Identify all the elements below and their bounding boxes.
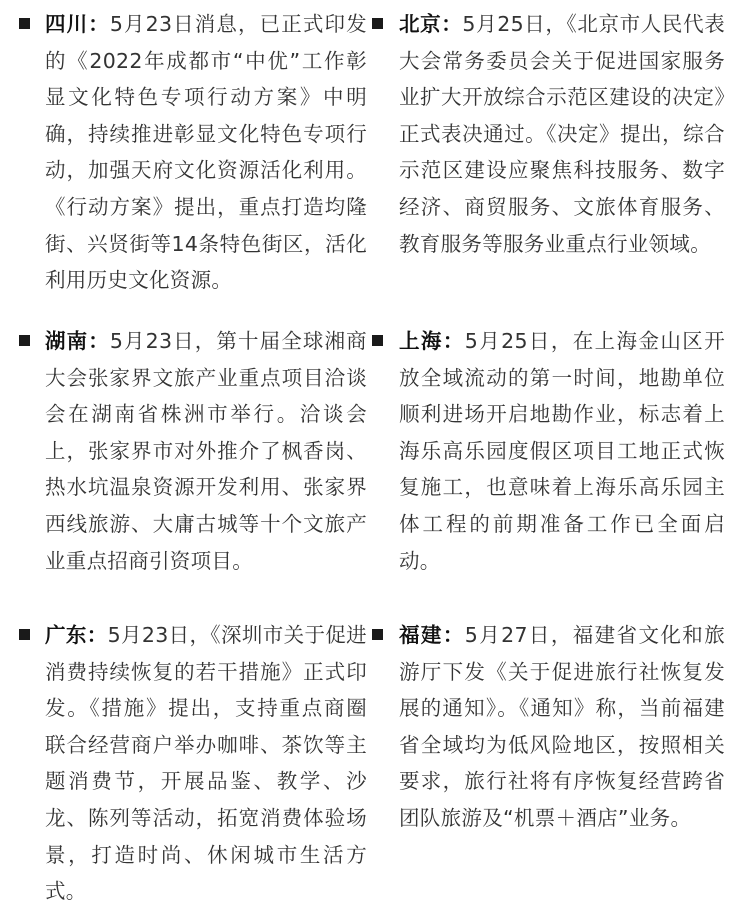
region-name: 福建 xyxy=(399,623,443,647)
region-separator: ： xyxy=(88,329,110,353)
region-name: 广东 xyxy=(45,623,87,647)
news-item-beijing xyxy=(369,6,725,262)
square-bullet-icon xyxy=(19,629,30,640)
news-body: 5月23日，第十届全球湘商大会张家界文旅产业重点项目洽谈会在湖南省株洲市举行。洽谈会上，张家界市对外推介了枫香岗、热水坑温泉资源开发利用、张家界西线旅游、大庸古城等十个文旅产业重点招商引资项目。 xyxy=(45,329,367,573)
square-bullet-icon xyxy=(19,18,30,29)
news-item-text xyxy=(369,323,725,579)
news-body: 5月23日消息，已正式印发的《2022年成都市“中优”工作彰显文化特色专项行动方案》中明确，持续推进彰显文化特色专项行动，加强天府文化资源活化利用。《行动方案》提出，重点打造均隆街、兴贤街等14条特色街区，活化利用历史文化资源。 xyxy=(45,12,367,293)
region-name: 北京 xyxy=(399,12,442,36)
news-item-guangdong xyxy=(15,617,367,910)
news-body: 5月23日，《深圳市关于促进消费持续恢复的若干措施》正式印发。《措施》提出，支持重点商圈联合经营商户举办咖啡、茶饮等主题消费节，开展品鉴、教学、沙龙、陈列等活动，拓宽消费体验场景，打造时尚、休闲城市生活方式。 xyxy=(45,623,367,904)
news-body: 5月27日，福建省文化和旅游厅下发《关于促进旅行社恢复发展的通知》。《通知》称，当前福建省全域均为低风险地区，按照相关要求，旅行社将有序恢复经营跨省团队旅游及“机票＋酒店”业务。 xyxy=(399,623,725,830)
news-item-hunan xyxy=(15,323,367,579)
region-name: 四川 xyxy=(45,12,89,36)
news-item-text xyxy=(369,617,725,837)
square-bullet-icon xyxy=(372,18,383,29)
region-name: 湖南 xyxy=(45,329,89,353)
region-separator: ： xyxy=(441,12,463,36)
square-bullet-icon xyxy=(372,629,383,640)
news-body: 5月25日，《北京市人民代表大会常务委员会关于促进国家服务业扩大开放综合示范区建设的决定》正式表决通过。《决定》提出，综合示范区建设应聚焦科技服务、数字经济、商贸服务、文旅体育服务、教育服务等服务业重点行业领域。 xyxy=(399,12,725,256)
news-item-text xyxy=(15,6,367,299)
region-separator: ： xyxy=(86,623,108,647)
square-bullet-icon xyxy=(372,335,383,346)
news-item-sichuan xyxy=(15,6,367,299)
square-bullet-icon xyxy=(19,335,30,346)
region-separator: ： xyxy=(442,329,465,353)
region-separator: ： xyxy=(88,12,110,36)
news-body: 5月25日，在上海金山区开放全域流动的第一时间，地勘单位顺利进场开启地勘作业，标志着上海乐高乐园度假区项目工地正式恢复施工，也意味着上海乐高乐园主体工程的前期准备工作已全面启动。 xyxy=(399,329,725,573)
news-item-text xyxy=(369,6,725,262)
news-item-fujian xyxy=(369,617,725,837)
news-item-text xyxy=(15,617,367,910)
region-separator: ： xyxy=(442,623,465,647)
region-name: 上海 xyxy=(399,329,443,353)
news-item-text xyxy=(15,323,367,579)
news-item-shanghai xyxy=(369,323,725,579)
